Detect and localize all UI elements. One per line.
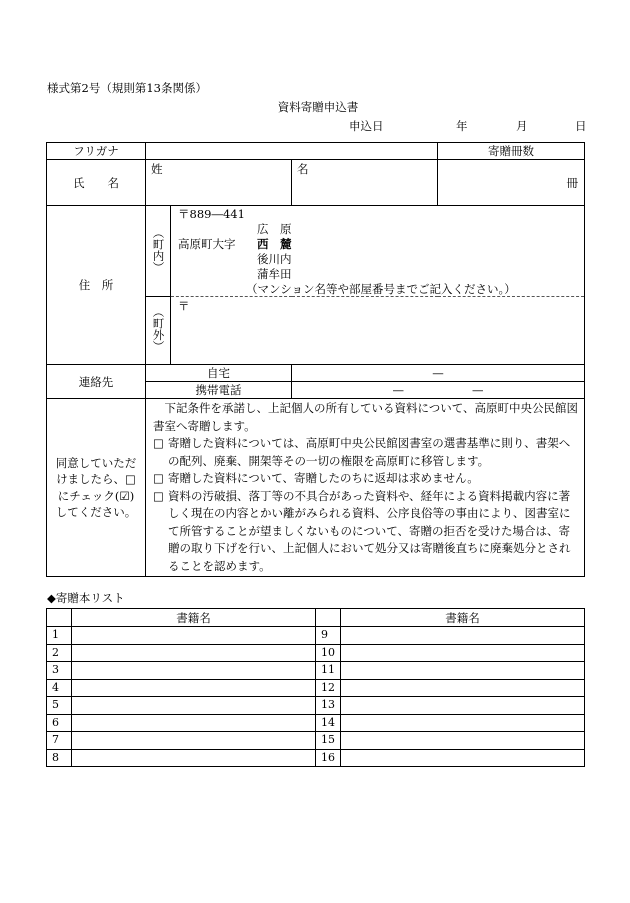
out-of-town-label: （町外） — [151, 306, 166, 352]
furigana-field — [146, 143, 438, 160]
book-number: 9 — [316, 627, 341, 645]
mobile-separator: — — [392, 383, 404, 397]
book-number: 5 — [47, 697, 72, 715]
book-title-field — [72, 662, 316, 680]
home-phone-row — [47, 365, 585, 382]
book-number: 8 — [47, 749, 72, 767]
book-number: 6 — [47, 714, 72, 732]
book-number: 12 — [316, 679, 341, 697]
mobile-phone-label: 携帯電話 — [146, 382, 292, 399]
in-town-address-row — [47, 206, 585, 297]
consent-row — [47, 399, 585, 577]
count-unit: 冊 — [566, 175, 579, 190]
district-item: 後川内 — [257, 252, 292, 266]
application-date-label: 申込日 — [349, 119, 384, 133]
consent-intro: 下記条件を承諾し、上記個人の所有している資料について、高原町中央公民館図書室へ寄贈します。 — [153, 401, 579, 433]
condition-checkbox: □ — [153, 436, 164, 450]
furigana-row — [47, 143, 585, 160]
in-town-address-content — [171, 206, 584, 296]
book-number: 16 — [316, 749, 341, 767]
book-number: 10 — [316, 644, 341, 662]
book-number: 2 — [47, 644, 72, 662]
book-title-field — [341, 679, 585, 697]
mobile-separator: — — [472, 383, 484, 397]
book-number: 3 — [47, 662, 72, 680]
book-title-field — [72, 644, 316, 662]
book-title-field — [72, 697, 316, 715]
condition-checkbox: □ — [153, 471, 164, 485]
donation-count-label: 寄贈冊数 — [438, 143, 585, 160]
condition-item — [153, 470, 580, 488]
in-town-address-field — [171, 206, 585, 297]
district-item: 西 麓 — [257, 237, 292, 251]
out-of-town-address-content — [171, 297, 584, 364]
day-unit: 日 — [575, 119, 587, 133]
home-phone-field: — — [292, 365, 585, 382]
book-title-field — [341, 714, 585, 732]
mobile-phone-separators — [292, 383, 584, 397]
form-title: 資料寄贈申込書 — [277, 100, 359, 114]
book-row — [47, 679, 585, 697]
book-number: 13 — [316, 697, 341, 715]
book-number: 4 — [47, 679, 72, 697]
surname-label: 姓 — [151, 162, 163, 176]
furigana-label: フリガナ — [47, 143, 146, 160]
number-header — [47, 609, 72, 627]
book-title-field — [72, 714, 316, 732]
book-row — [47, 749, 585, 767]
book-row — [47, 662, 585, 680]
condition-item — [153, 435, 580, 470]
book-title-header: 書籍名 — [72, 609, 316, 627]
district-item: 広 原 — [257, 222, 292, 236]
book-number: 1 — [47, 627, 72, 645]
form-number: 様式第2号（規則第13条関係） — [47, 81, 207, 95]
book-number: 15 — [316, 732, 341, 750]
book-row — [47, 697, 585, 715]
consent-conditions — [146, 399, 585, 577]
book-number: 14 — [316, 714, 341, 732]
name-row — [47, 160, 585, 206]
book-title-field — [72, 627, 316, 645]
book-row — [47, 644, 585, 662]
in-town-label-cell — [146, 206, 171, 297]
surname-field — [146, 160, 292, 206]
book-title-field — [341, 627, 585, 645]
name-label: 氏 名 — [47, 160, 146, 206]
condition-text: 資料の汚破損、落丁等の不具合があった資料や、経年による資料掲載内容に著しく現在の内容とかい離がみられる資料、公序良俗等の事由により、図書室にて所管することが望ましくないものについて、寄贈の拒否を受けた場合は、寄贈の取り下げを行い、上記個人において処分又は寄贈後直ちに廃棄処分とされることを認めます。 — [168, 488, 571, 573]
book-list-table — [46, 608, 585, 767]
address-label: 住 所 — [47, 206, 146, 365]
out-of-town-address-field — [171, 297, 585, 365]
book-title-field — [72, 749, 316, 767]
mobile-phone-field — [292, 382, 585, 399]
in-town-label: （町内） — [151, 226, 166, 273]
condition-text: 寄贈した資料について、寄贈したのちに返却は求めません。 — [168, 471, 479, 485]
month-unit: 月 — [516, 119, 528, 133]
book-title-field — [72, 679, 316, 697]
area-prefix: 高原町大字 — [178, 237, 236, 251]
out-of-town-label-cell — [146, 297, 171, 365]
book-title-field — [341, 732, 585, 750]
book-number: 7 — [47, 732, 72, 750]
application-table — [46, 142, 585, 577]
contact-label: 連絡先 — [47, 365, 146, 399]
given-name-label: 名 — [297, 162, 309, 176]
book-title-field — [72, 732, 316, 750]
year-unit: 年 — [456, 119, 468, 133]
book-row — [47, 627, 585, 645]
consent-instruction: 同意していただけましたら、□にチェック(☑)してください。 — [47, 399, 146, 577]
book-number: 11 — [316, 662, 341, 680]
address-note: （マンション名等や部屋番号までご記入ください。） — [246, 282, 516, 296]
district-item: 蒲牟田 — [257, 267, 292, 281]
book-title-field — [341, 697, 585, 715]
book-list-heading: ◆寄贈本リスト — [47, 591, 125, 605]
book-title-field — [341, 644, 585, 662]
condition-item — [153, 488, 580, 576]
postal-mark: 〒 — [178, 299, 190, 313]
donation-count-field — [438, 160, 585, 206]
condition-checkbox: □ — [153, 488, 164, 503]
book-title-field — [341, 749, 585, 767]
number-header — [316, 609, 341, 627]
book-title-header: 書籍名 — [341, 609, 585, 627]
postal-code: 〒889―441 — [178, 207, 245, 221]
book-list-header-row — [47, 609, 585, 627]
book-title-field — [341, 662, 585, 680]
given-name-field — [292, 160, 438, 206]
home-phone-label: 自宅 — [146, 365, 292, 382]
condition-text: 寄贈した資料については、高原町中央公民館図書室の選書基準に則り、書架への配列、廃棄、開架等その一切の権限を高原町に移管します。 — [168, 436, 571, 468]
book-row — [47, 714, 585, 732]
book-row — [47, 732, 585, 750]
